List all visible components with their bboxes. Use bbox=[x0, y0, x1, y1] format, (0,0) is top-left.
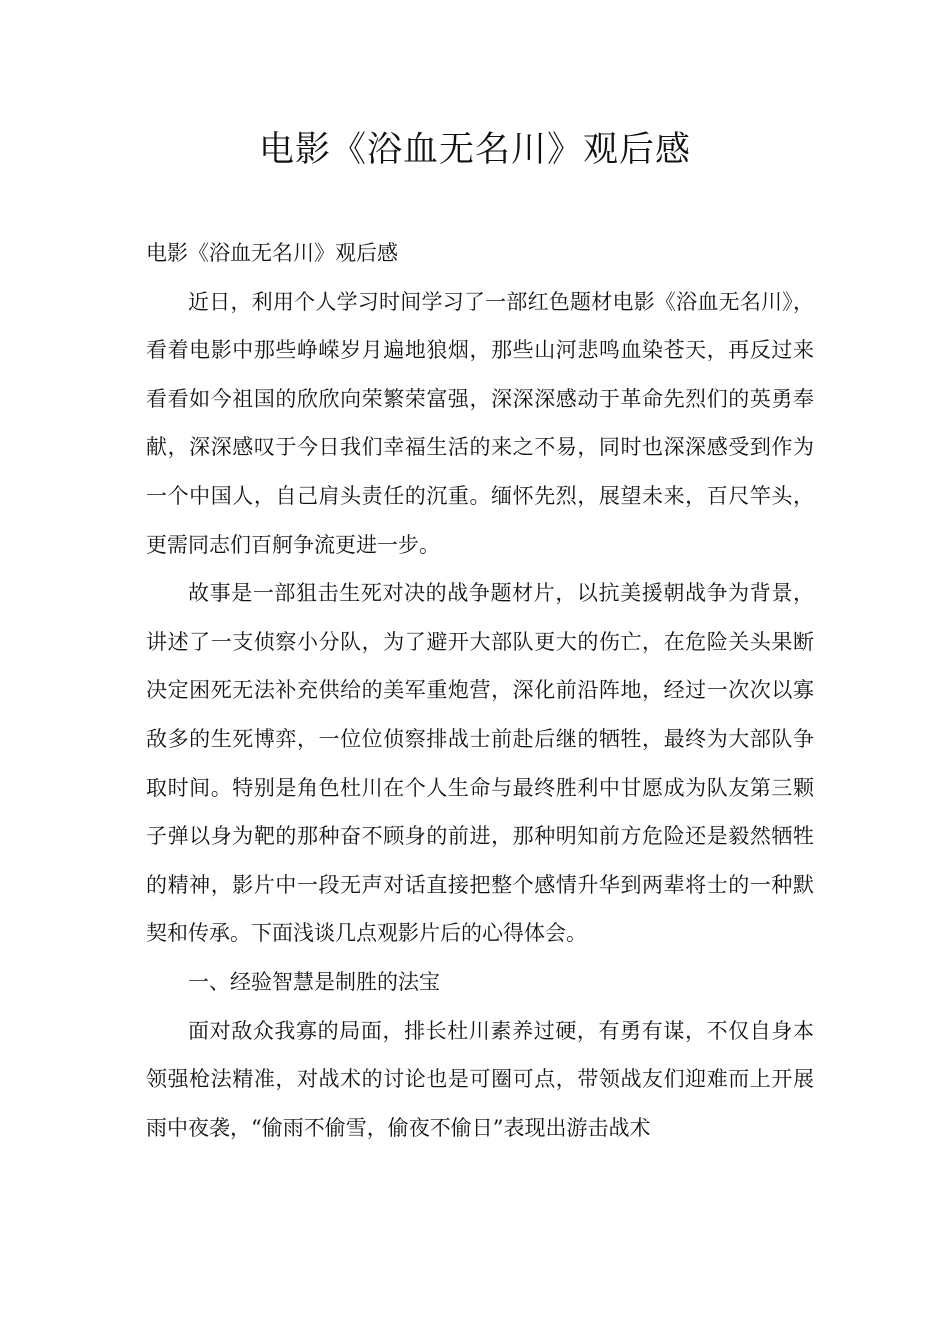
paragraph-intro: 近日，利用个人学习时间学习了一部红色题材电影《浴血无名川》，看着电影中那些峥嵘岁月遍地狼烟，那些山河悲鸣血染苍天，再反过来看看如今祖国的欣欣向荣繁荣富强，深深深感动于革命先烈们的英勇奉献，深深感叹于今日我们幸福生活的来之不易，同时也深深感受到作为一个中国人，自己肩头责任的沉重。缅怀先烈，展望未来，百尺竿头，更需同志们百舸争流更进一步。 bbox=[146, 289, 814, 557]
document-subtitle: 电影《浴血无名川》观后感 bbox=[146, 241, 398, 265]
section-heading-1: 一、经验智慧是制胜的法宝 bbox=[188, 969, 440, 994]
paragraph-section-1: 面对敌众我寡的局面，排长杜川素养过硬，有勇有谋，不仅自身本领强枪法精准，对战术的讨论也是可圈可点，带领战友们迎难而上开展雨中夜袭，“偷雨不偷雪，偷夜不偷日”表现出游击战术 bbox=[146, 1018, 814, 1140]
document-body bbox=[146, 229, 814, 1152]
document-title: 电影《浴血无名川》观后感 bbox=[258, 130, 691, 170]
paragraph-story: 故事是一部狙击生死对决的战争题材片，以抗美援朝战争为背景，讲述了一支侦察小分队，为了避开大部队更大的伤亡，在危险关头果断决定困死无法补充供给的美军重炮营，深化前沿阵地，经过一次次以寡敌多的生死博弈，一位位侦察排战士前赴后继的牺牲，最终为大部队争取时间。特别是角色杜川在个人生命与最终胜利中甘愿成为队友第三颗子弹以身为靶的那种奋不顾身的前进，那种明知前方危险还是毅然牺牲的精神，影片中一段无声对话直接把整个感情升华到两辈将士的一种默契和传承。下面浅谈几点观影片后的心得体会。 bbox=[146, 581, 814, 946]
